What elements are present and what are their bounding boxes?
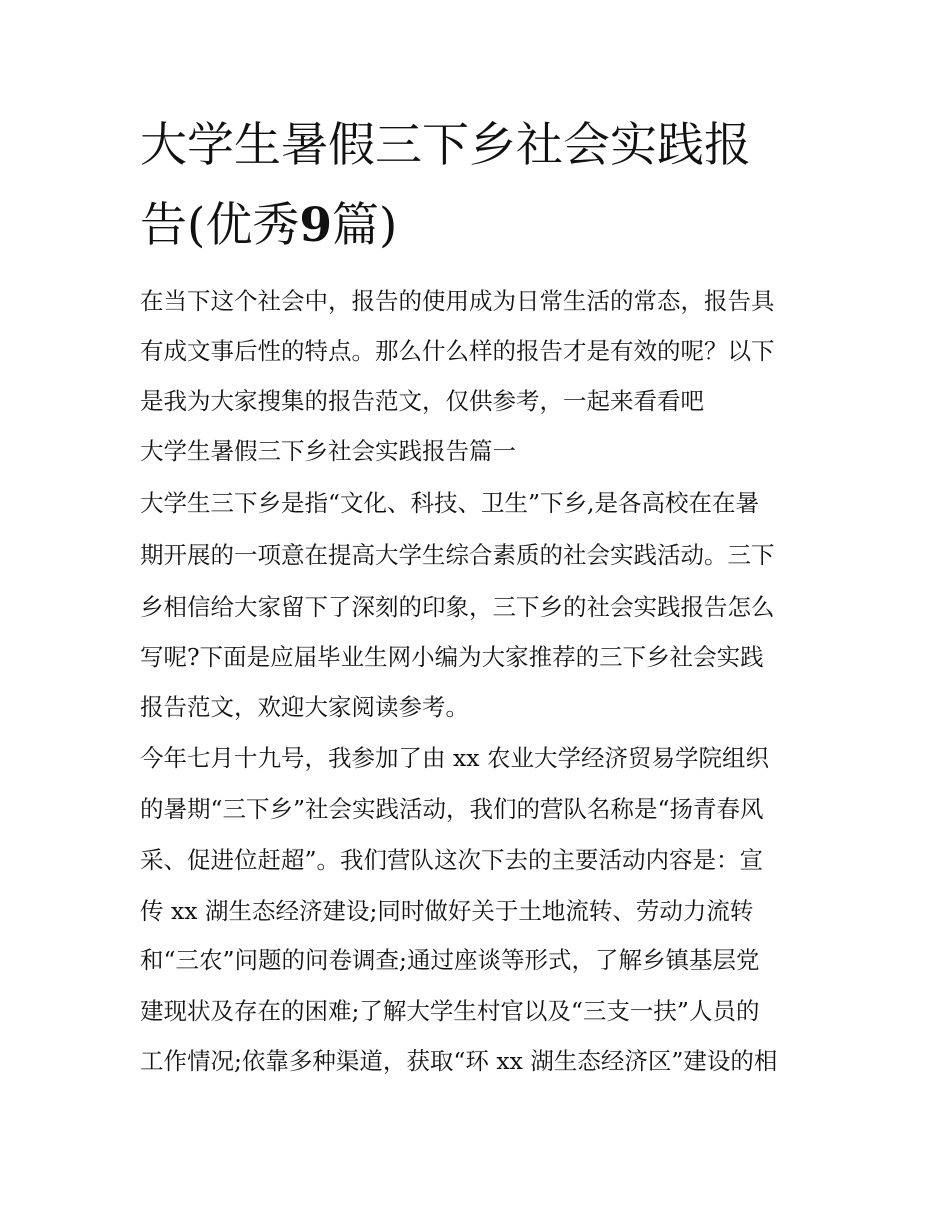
paragraph-line: 乡相信给大家留下了深刻的印象，三下乡的社会实践报告怎么 — [140, 593, 775, 621]
paragraph-line: 建现状及存在的困难;了解大学生村官以及“三支一扶”人员的 — [140, 997, 760, 1025]
paragraph-line: 和“三农”问题的问卷调查;通过座谈等形式，了解乡镇基层党 — [140, 946, 760, 974]
section-heading: 大学生暑假三下乡社会实践报告篇一 — [140, 437, 516, 465]
paragraph-line: 今年七月十九号，我参加了由 xx 农业大学经济贸易学院组织 — [140, 744, 769, 772]
paragraph-line: 采、促进位赶超”。我们营队这次下去的主要活动内容是：宣 — [140, 846, 764, 874]
intro-line: 在当下这个社会中，报告的使用成为日常生活的常态，报告具 — [140, 287, 775, 315]
paragraph-line: 期开展的一项意在提高大学生综合素质的社会实践活动。三下 — [140, 541, 775, 569]
intro-line: 是我为大家搜集的报告范文，仅供参考，一起来看看吧 — [140, 387, 704, 415]
intro-line: 有成文事后性的特点。那么什么样的报告才是有效的呢？以下 — [140, 337, 775, 365]
title-text: 篇) — [332, 198, 398, 253]
document-title-line-1 — [140, 118, 840, 174]
paragraph-line: 写呢?下面是应届毕业生网小编为大家推荐的三下乡社会实践 — [140, 643, 764, 671]
title-text: 告(优秀 — [140, 198, 300, 253]
paragraph-line: 传 xx 湖生态经济建设;同时做好关于土地流转、劳动力流转 — [140, 897, 754, 925]
paragraph-line: 报告范文，欢迎大家阅读参考。 — [140, 693, 469, 721]
title-number: 9 — [299, 198, 333, 253]
paragraph-line: 工作情况;依靠多种渠道，获取“环 xx 湖生态经济区”建设的相 — [140, 1047, 778, 1075]
paragraph-line: 大学生三下乡是指“文化、科技、卫生”下乡,是各高校在在暑 — [140, 489, 759, 517]
document-title-line-2 — [140, 198, 840, 254]
paragraph-line: 的暑期“三下乡”社会实践活动，我们的营队名称是“扬青春风 — [140, 795, 764, 823]
title-text: 大学生暑假三下乡社会实践报 — [140, 118, 751, 173]
